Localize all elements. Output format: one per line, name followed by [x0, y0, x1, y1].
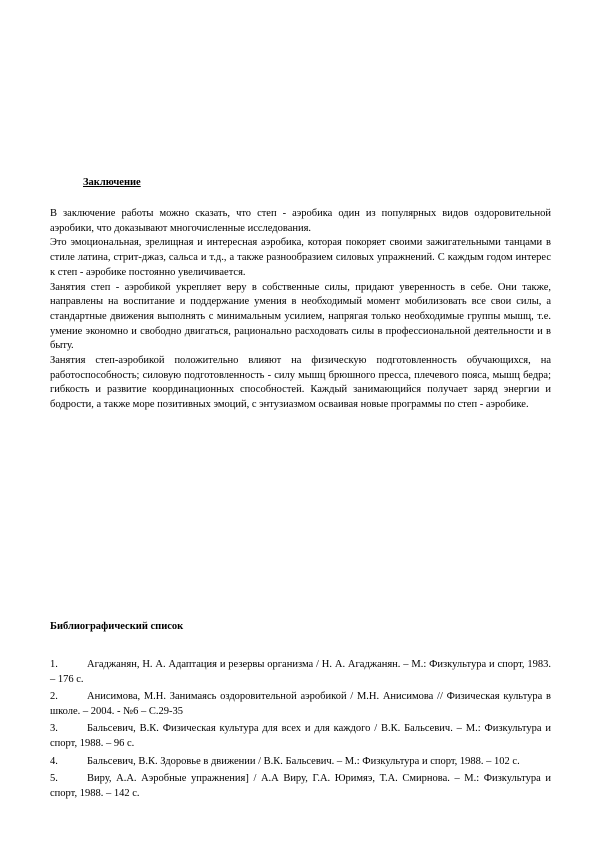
reference-number: 2. — [50, 691, 58, 703]
conclusion-paragraph: Занятия степ - аэробикой укрепляет веру в собственные силы, придают уверенность в себе. Они также, направлены на воспитание и поддержание умения в необходимый момент мобилизовать все свои силы, а стандартные движения выполнять с минимальным усилием, напрягая только необходимые группы мышц, т.е. умение экономно и свободно двигаться, рационально расходовать силы в профессиональной деятельности и в быту. — [50, 281, 551, 352]
reference-text: Бальсевич, В.К. Здоровье в движении / В.К. Бальсевич. – М.: Физкультура и спорт, 1988. – 102 с. — [87, 755, 520, 767]
reference-text: Бальсевич, В.К. Физическая культура для всех и для каждого / В.К. Бальсевич. – М.: Физкультура и спорт, 1988. – 96 с. — [50, 723, 551, 749]
bibliography-item — [50, 755, 551, 770]
bibliography-item — [50, 658, 551, 687]
reference-text: Анисимова, М.Н. Занимаясь оздоровительной аэробикой / М.Н. Анисимова // Физическая культура в школе. – 2004. - №6 – С.29-35 — [50, 691, 551, 717]
conclusion-text — [50, 207, 551, 413]
reference-number: 4. — [50, 755, 58, 767]
conclusion-paragraph: Занятия степ-аэробикой положительно влияют на физическую подготовленность обучающихся, на работоспособность; силовую подготовленность - силу мышц брюшного пресса, плечевого пояса, мышц бедра; гибкость и развитие координационных способностей. Каждый занимающийся получает заряд энергии и бодрости, а также море позитивных эмоций, с энтузиазмом осваивая новые программы по степ - аэробике. — [50, 355, 551, 411]
bibliography-item — [50, 722, 551, 751]
reference-text: Виру, А.А. Аэробные упражнения] / А.А Виру, Г.А. Юримяэ, Т.А. Смирнова. – М.: Физкультура и спорт, 1988. – 142 с. — [50, 773, 551, 799]
reference-number: 3. — [50, 723, 58, 735]
bibliography-item — [50, 690, 551, 719]
conclusion-paragraph: В заключение работы можно сказать, что степ - аэробика один из популярных видов оздоровительной аэробики, что доказывают многочисленные исследования. — [50, 208, 551, 234]
conclusion-paragraph: Это эмоциональная, зрелищная и интересная аэробика, которая покоряет своими зажигательными танцами в стиле латина, стрит-джаз, сальса и т.д., а также разнообразием силовых упражнений. С каждым годом интерес к степ - аэробике постоянно увеличивается. — [50, 237, 551, 278]
bibliography-item — [50, 772, 551, 801]
bibliography-list — [50, 658, 551, 804]
bibliography-heading: Библиографический список — [50, 621, 184, 632]
reference-number: 1. — [50, 659, 58, 670]
conclusion-heading: Заключение — [83, 177, 141, 188]
reference-text: Агаджанян, Н. А. Адаптация и резервы организма / Н. А. Агаджанян. – М.: Физкультура и спорт, 1983. – 176 с. — [50, 659, 551, 685]
reference-number: 5. — [50, 773, 58, 785]
